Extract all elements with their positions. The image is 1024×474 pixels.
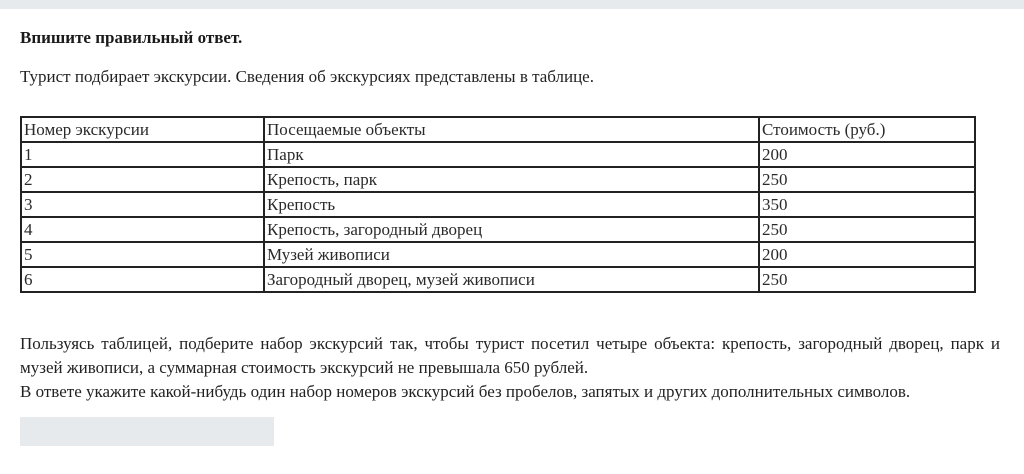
- cell-number: 1: [21, 142, 264, 167]
- task-description: [20, 332, 1000, 404]
- cell-cost: 350: [759, 192, 975, 217]
- cell-cost: 200: [759, 242, 975, 267]
- cell-cost: 200: [759, 142, 975, 167]
- cell-number: 5: [21, 242, 264, 267]
- top-bar: [0, 0, 1024, 9]
- cell-objects: Загородный дворец, музей живописи: [264, 267, 759, 292]
- cell-number: 6: [21, 267, 264, 292]
- table-row: [21, 217, 975, 242]
- cell-number: 3: [21, 192, 264, 217]
- instruction-heading: Впишите правильный ответ.: [20, 28, 243, 47]
- header-cell-cost: Стоимость (руб.): [759, 117, 975, 142]
- cell-cost: 250: [759, 167, 975, 192]
- header-cell-objects: Посещаемые объекты: [264, 117, 759, 142]
- cell-cost: 250: [759, 217, 975, 242]
- cell-objects: Музей живописи: [264, 242, 759, 267]
- cell-objects: Крепость, парк: [264, 167, 759, 192]
- cell-number: 4: [21, 217, 264, 242]
- table-row: [21, 267, 975, 292]
- cell-objects: Крепость, загородный дворец: [264, 217, 759, 242]
- table-row: [21, 142, 975, 167]
- task-paragraph: Пользуясь таблицей, подберите набор экскурсий так, чтобы турист посетил четыре объекта: крепость, загородный дворец, парк и музей живописи, а суммарная стоимость экскурсий не превышала 650 рублей.: [20, 334, 1000, 377]
- header-cell-number: Номер экскурсии: [21, 117, 264, 142]
- task-answer-instructions: В ответе укажите какой-нибудь один набор номеров экскурсий без пробелов, запятых и других дополнительных символов.: [20, 382, 911, 401]
- intro-text: Турист подбирает экскурсии. Сведения об экскурсиях представлены в таблице.: [20, 67, 594, 86]
- cell-objects: Парк: [264, 142, 759, 167]
- table-row: [21, 242, 975, 267]
- table-row: [21, 192, 975, 217]
- cell-number: 2: [21, 167, 264, 192]
- table-header-row: [21, 117, 975, 142]
- excursions-table: [20, 116, 976, 293]
- table-row: [21, 167, 975, 192]
- cell-cost: 250: [759, 267, 975, 292]
- cell-objects: Крепость: [264, 192, 759, 217]
- answer-input[interactable]: [20, 417, 274, 446]
